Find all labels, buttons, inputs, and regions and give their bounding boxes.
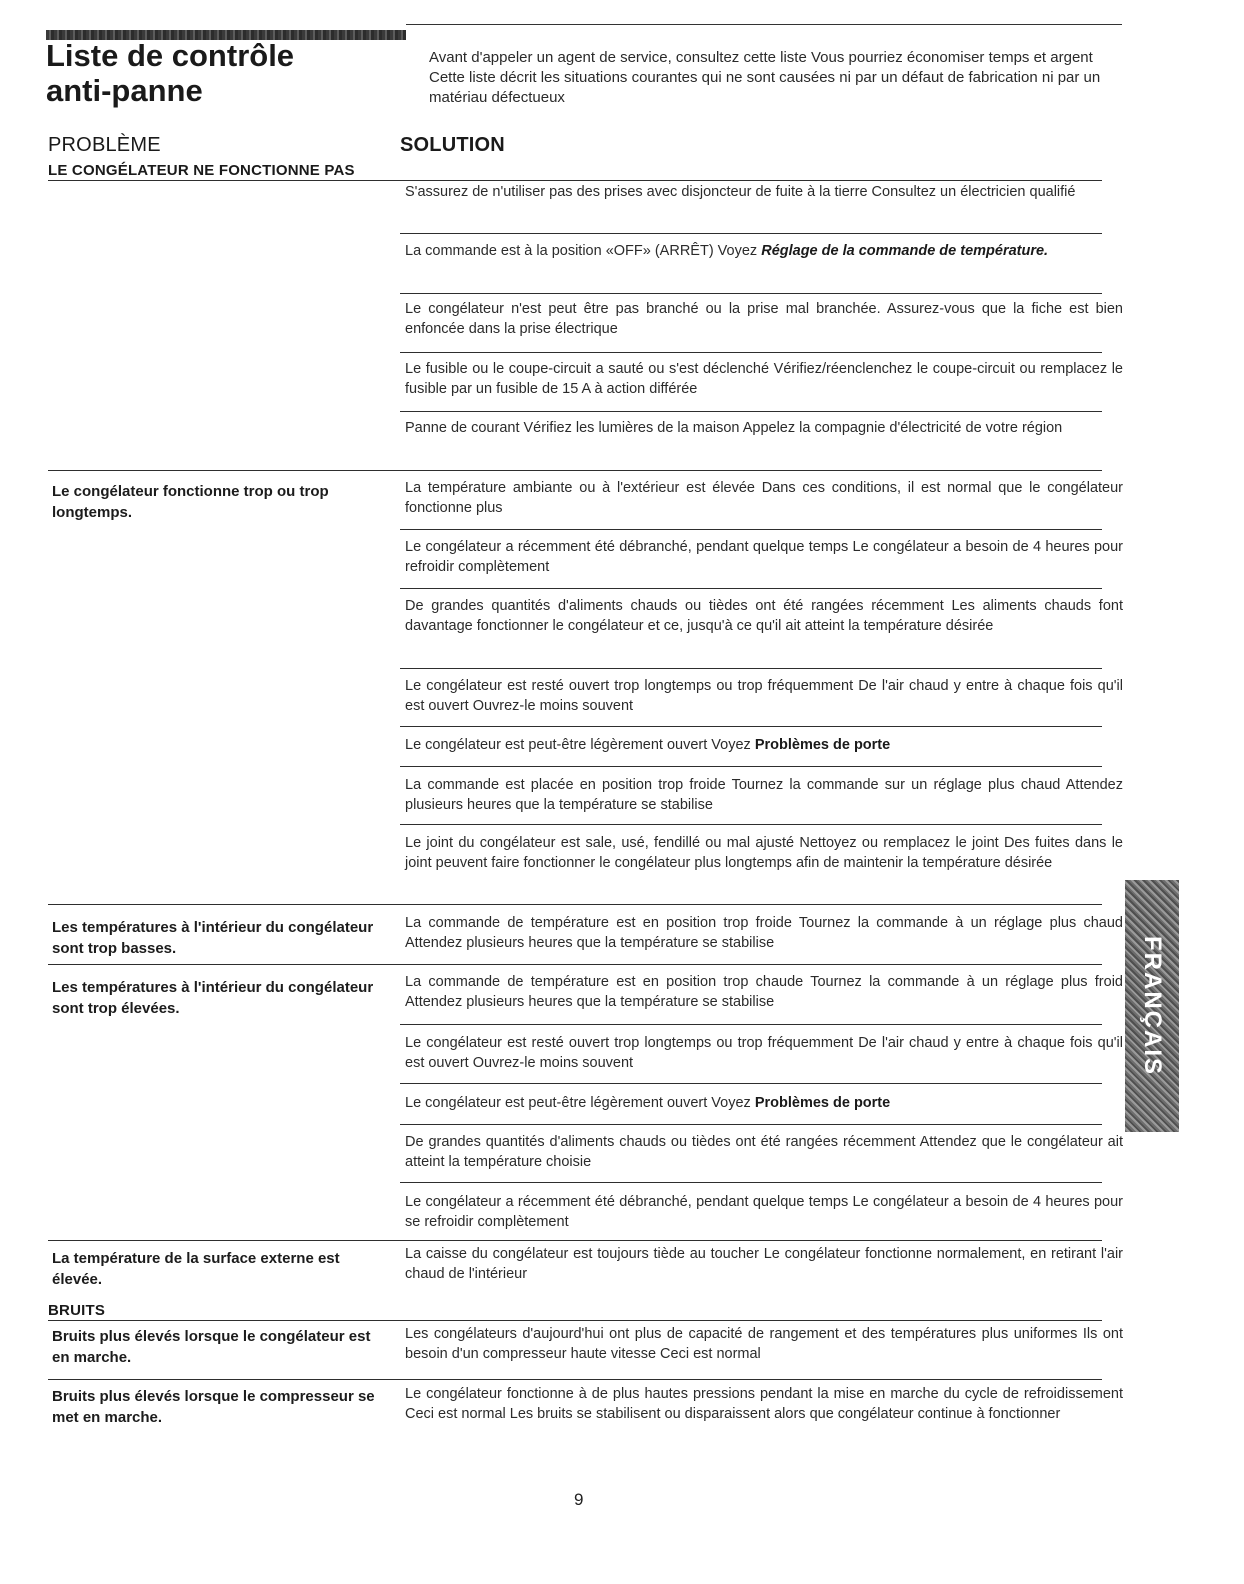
- solution-item: [405, 735, 1123, 755]
- solution-item: De grandes quantités d'aliments chauds ou tièdes ont été rangées récemment Les aliments chauds font davantage fonctionner le congélateur et ce, jusqu'à ce qu'il ait atteint la température désirée: [405, 598, 1123, 634]
- problem-noise-compressor-start: Bruits plus élevés lorsque le compresseur se met en marche.: [52, 1388, 375, 1426]
- solution-item: S'assurez de n'utiliser pas des prises avec disjoncteur de fuite à la tierre Consultez un électricien qualifié: [405, 184, 1076, 200]
- row-divider: [400, 1124, 1102, 1125]
- solution-item: Le joint du congélateur est sale, usé, fendillé ou mal ajusté Nettoyez ou remplacez le joint Des fuites dans le joint peuvent faire fonctionner le congélateur plus longtemps afin de maintenir la température désirée: [405, 835, 1123, 871]
- row-divider: [400, 1083, 1102, 1084]
- solution-item: Le congélateur n'est peut être pas branché ou la prise mal branchée. Assurez-vous que la fiche est bien enfoncée dans la prise électrique: [405, 301, 1123, 337]
- solution-item: [405, 1093, 1123, 1113]
- section-rule: [48, 1320, 1102, 1321]
- solution-item: La caisse du congélateur est toujours tiède au toucher Le congélateur fonctionne normalement, en retirant l'air chaud de l'intérieur: [405, 1246, 1123, 1282]
- row-divider: [400, 766, 1102, 767]
- section-heading-not-running: LE CONGÉLATEUR NE FONCTIONNE PAS: [48, 162, 355, 179]
- problem-noise-when-running: Bruits plus élevés lorsque le congélateur est en marche.: [52, 1328, 371, 1366]
- solution-emphasis: Problèmes de porte: [754, 737, 891, 753]
- language-tab: [1125, 880, 1179, 1132]
- header-rule: [406, 24, 1122, 25]
- row-divider: [400, 668, 1102, 669]
- solution-emphasis: Problèmes de porte: [754, 1095, 891, 1111]
- solution-item: La commande de température est en position trop chaude Tournez la commande à un réglage plus froid Attendez plusieurs heures que la température se stabilise: [405, 974, 1123, 1010]
- solution-item: La température ambiante ou à l'extérieur est élevée Dans ces conditions, il est normal que le congélateur fonctionne plus: [405, 480, 1123, 516]
- solution-text: Le congélateur est peut-être légèrement ouvert Voyez: [405, 1095, 755, 1111]
- problem-divider: [48, 1240, 1102, 1241]
- row-divider: [400, 293, 1102, 294]
- solution-item: Le congélateur fonctionne à de plus hautes pressions pendant la mise en marche du cycle de refroidissement Ceci est normal Les bruits se stabilisent ou disparaissent alors que congélateur continue à fonctionner: [405, 1386, 1123, 1422]
- title-line-2: anti-panne: [46, 73, 203, 108]
- section-heading-noises: BRUITS: [48, 1302, 106, 1319]
- row-divider: [400, 529, 1102, 530]
- row-divider: [400, 726, 1102, 727]
- problem-column-heading: PROBLÈME: [48, 134, 161, 156]
- problem-temp-too-high: Les températures à l'intérieur du congélateur sont trop élevées.: [52, 979, 374, 1017]
- row-divider: [400, 233, 1102, 234]
- solution-emphasis: Réglage de la commande de température.: [761, 243, 1049, 259]
- solution-item: Panne de courant Vérifiez les lumières de la maison Appelez la compagnie d'électricité de votre région: [405, 420, 1063, 436]
- solution-item: [405, 241, 1123, 261]
- row-divider: [400, 352, 1102, 353]
- row-divider: [400, 588, 1102, 589]
- row-divider: [400, 1024, 1102, 1025]
- problem-divider: [48, 470, 1102, 471]
- solution-item: De grandes quantités d'aliments chauds ou tièdes ont été rangées récemment Attendez que le congélateur ait atteint la température choisie: [405, 1134, 1123, 1170]
- solution-item: Le congélateur est resté ouvert trop longtemps ou trop fréquemment De l'air chaud y entre à chaque fois qu'il est ouvert Ouvrez-le moins souvent: [405, 1035, 1123, 1071]
- solution-item: Le fusible ou le coupe-circuit a sauté ou s'est déclenché Vérifiez/réenclenchez le coupe-circuit ou remplacez le fusible par un fusible de 15 A à action différée: [405, 361, 1123, 397]
- solution-item: Le congélateur a récemment été débranché, pendant quelque temps Le congélateur a besoin de 4 heures pour refroidir complètement: [405, 539, 1123, 575]
- language-tab-label: FRANÇAIS: [1139, 936, 1166, 1076]
- page-title: [46, 38, 294, 108]
- solution-text: Le congélateur est peut-être légèrement ouvert Voyez: [405, 737, 755, 753]
- row-divider: [400, 411, 1102, 412]
- solution-item: Le congélateur est resté ouvert trop longtemps ou trop fréquemment De l'air chaud y entre à chaque fois qu'il est ouvert Ouvrez-le moins souvent: [405, 678, 1123, 714]
- solution-item: Les congélateurs d'aujourd'hui ont plus de capacité de rangement et des températures plus uniformes Ils ont besoin d'un compresseur haute vitesse Ceci est normal: [405, 1326, 1123, 1362]
- title-line-1: Liste de contrôle: [46, 38, 295, 73]
- problem-divider: [48, 1379, 1102, 1380]
- section-rule: [48, 180, 1102, 181]
- intro-text: Avant d'appeler un agent de service, consultez cette liste Vous pourriez économiser temps et argent Cette liste décrit les situations courantes qui ne sont causées ni par un défaut de fabrication ni par un matériau défectueux: [429, 49, 1101, 106]
- solution-item: La commande de température est en position trop froide Tournez la commande à un réglage plus chaud Attendez plusieurs heures que la température se stabilise: [405, 915, 1123, 951]
- solution-text: La commande est à la position «OFF» (ARRÊT) Voyez: [405, 243, 762, 259]
- problem-external-surface-warm: La température de la surface externe est élevée.: [52, 1250, 340, 1288]
- row-divider: [400, 824, 1102, 825]
- page-number: 9: [574, 1490, 584, 1509]
- solution-column-heading: SOLUTION: [400, 134, 505, 156]
- solution-item: La commande est placée en position trop froide Tournez la commande sur un réglage plus chaud Attendez plusieurs heures que la température se stabilise: [405, 777, 1123, 813]
- problem-divider: [48, 964, 1102, 965]
- problem-temp-too-low: Les températures à l'intérieur du congélateur sont trop basses.: [52, 919, 374, 957]
- solution-item: Le congélateur a récemment été débranché, pendant quelque temps Le congélateur a besoin de 4 heures pour se refroidir complètement: [405, 1194, 1123, 1230]
- problem-runs-too-long: Le congélateur fonctionne trop ou trop longtemps.: [52, 483, 329, 521]
- row-divider: [400, 1182, 1102, 1183]
- problem-divider: [48, 904, 1102, 905]
